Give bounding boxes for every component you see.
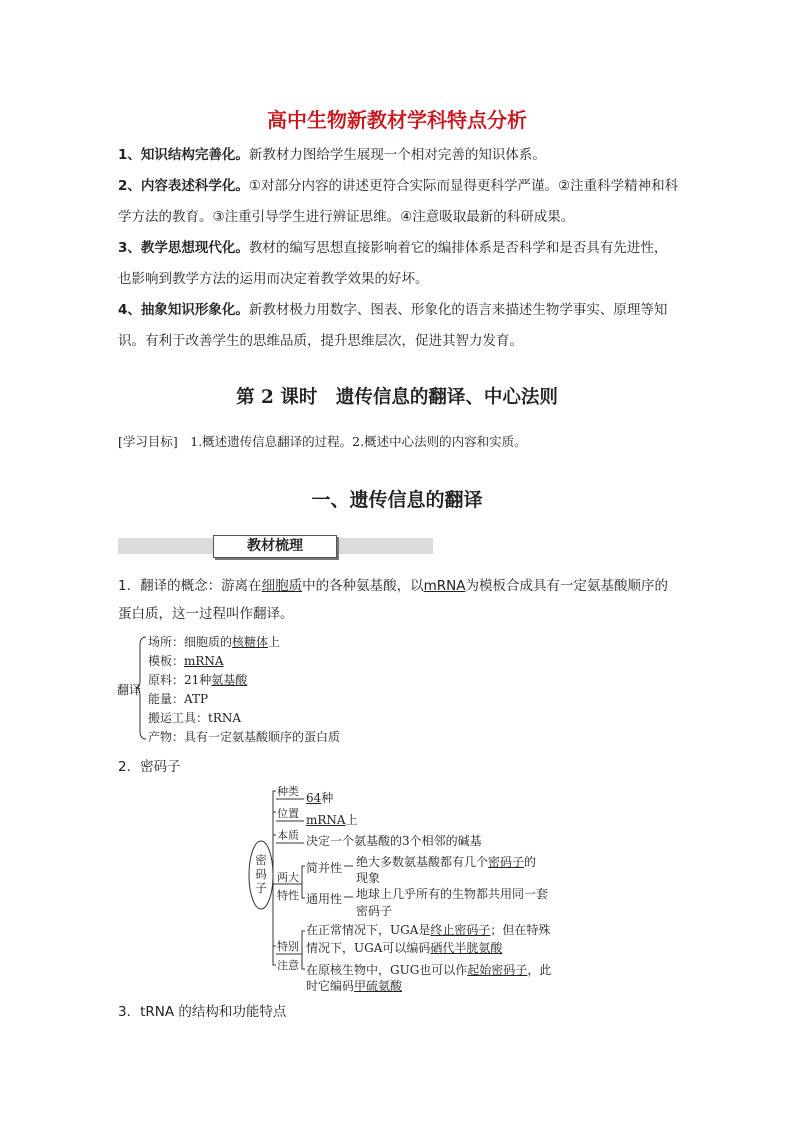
codon-degeneracy-label: 简并性 bbox=[306, 861, 343, 875]
feature-4-head: 4、抽象知识形象化。 bbox=[118, 302, 249, 318]
codon-degeneracy-line2: 现象 bbox=[356, 871, 381, 885]
translation-row-product: 产物：具有一定氨基酸顺序的蛋白质 bbox=[148, 730, 341, 744]
feature-3-body: 教材的编写思想直接影响着它的编排体系是否科学和是否具有先进性，也影响到教学方法的运用而决定着教学效果的好坏。 bbox=[118, 240, 668, 287]
codon-special-2-line1: 在原核生物中，GUG也可以作起始密码子，此 bbox=[306, 963, 552, 977]
translation-row-energy: 能量：ATP bbox=[148, 692, 209, 706]
learning-objective: [学习目标] 1.概述遗传信息翻译的过程。2.概述中心法则的内容和实质。 bbox=[118, 434, 527, 449]
feature-4-body: 新教材极力用数字、图表、形象化的语言来描述生物学事实、原理等知识。有利于改善学生的思维品质，提升思维层次，促进其智力发育。 bbox=[118, 302, 668, 349]
codon-trunk-top bbox=[273, 791, 276, 872]
translation-row-material: 原料：21种氨基酸 bbox=[148, 673, 248, 687]
codon-position-label: 位置 bbox=[277, 807, 299, 820]
lesson-title: 第 2 课时 遗传信息的翻译、中心法则 bbox=[236, 387, 558, 408]
item-1-text-a: 游离在 bbox=[221, 578, 262, 594]
codon-special-1-line1: 在正常情况下，UGA是终止密码子；但在特殊 bbox=[306, 923, 551, 937]
section-badge: 教材梳理 bbox=[213, 535, 337, 558]
codon-universality-line2: 密码子 bbox=[356, 904, 393, 918]
feature-1-head: 1、知识结构完善化。 bbox=[118, 147, 249, 163]
codon-special-1-line2: 情况下，UGA可以编码硒代半胱氨酸 bbox=[306, 941, 503, 955]
translation-row-site: 场所：细胞质的核糖体上 bbox=[148, 635, 281, 649]
codon-root-label: 密码子 bbox=[255, 853, 267, 895]
section-title: 一、遗传信息的翻译 bbox=[311, 489, 483, 511]
codon-universality-line1: 地球上几乎所有的生物都共用同一套 bbox=[356, 887, 549, 901]
codon-essence-value: 决定一个氨基酸的3个相邻的碱基 bbox=[306, 834, 482, 848]
codon-universality-label: 通用性 bbox=[306, 892, 343, 906]
item-1-text-c: 为模板合成具有一定氨基酸顺序的蛋白质，这一过程叫作翻译。 bbox=[118, 578, 668, 622]
item-1-blank-cytoplasm: 细胞质 bbox=[261, 578, 303, 594]
page-title: 高中生物新教材学科特点分析 bbox=[267, 108, 527, 132]
item-1-blank-mrna: mRNA bbox=[423, 578, 466, 594]
codon-essence-label: 本质 bbox=[277, 829, 299, 842]
translation-row-template: 模板：mRNA bbox=[148, 654, 224, 668]
item-1-number: 1．翻译的概念： bbox=[118, 578, 222, 594]
codon-trunk-bottom bbox=[273, 872, 276, 965]
feature-3-head: 3、教学思想现代化。 bbox=[118, 240, 249, 256]
codon-kind-value: 64种 bbox=[306, 791, 334, 805]
codon-two-features-label-b: 特性 bbox=[277, 889, 299, 902]
item-3-trna: 3．tRNA 的结构和功能特点 bbox=[118, 1004, 287, 1020]
codon-kind-label: 种类 bbox=[277, 785, 299, 798]
codon-special-note-label-b: 注意 bbox=[277, 959, 299, 972]
item-1-text-b: 中的各种氨基酸，以 bbox=[302, 578, 424, 594]
item-2-codon: 2．密码子 bbox=[118, 759, 181, 775]
codon-degeneracy-line1: 绝大多数氨基酸都有几个密码子的 bbox=[356, 855, 537, 869]
translation-root-label: 翻译 bbox=[117, 683, 142, 697]
codon-special-note-label-a: 特别 bbox=[277, 940, 299, 953]
codon-two-features-label-a: 两大 bbox=[277, 871, 299, 884]
translation-row-carrier: 搬运工具：tRNA bbox=[148, 711, 242, 725]
feature-2-body: ①对部分内容的讲述更符合实际而显得更科学严谨。②注重科学精神和科学方法的教育。③注重引导学生进行辨证思维。④注意吸取最新的科研成果。 bbox=[118, 178, 679, 225]
codon-position-value: mRNA上 bbox=[306, 813, 358, 827]
feature-1-body: 新教材力图给学生展现一个相对完善的知识体系。 bbox=[248, 147, 546, 163]
codon-special-2-line2: 时它编码甲硫氨酸 bbox=[306, 979, 403, 993]
feature-2-head: 2、内容表述科学化。 bbox=[118, 178, 249, 194]
